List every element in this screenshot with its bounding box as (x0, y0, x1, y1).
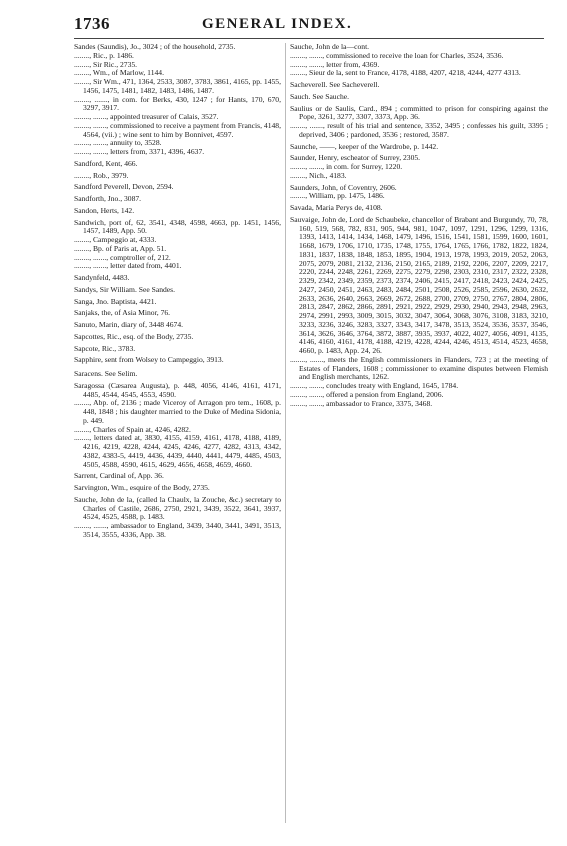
index-entry: ........, ......., in com. for Berks, 430, 1247 ; for Hants, 170, 670, 3297, 3917. (74, 94, 281, 113)
index-entry: ........, ......., letter from, 4369. (290, 59, 380, 69)
index-entry: Sauche, John de la, (called la Chaulx, la Zouche, &c.) secretary to Charles of Castile, 2686, 2750, 2921, 3439, 3522, 3641, 3937, 4524, 4525, 4588, p. 1483. (74, 494, 281, 522)
index-entry: Sanga, Jno. Baptista, 4421. (74, 296, 157, 306)
index-entry: Sauche, John de la—cont. (290, 42, 370, 51)
index-entry: ........, ......., comptroller of, 212. (74, 252, 171, 262)
index-entry: Sapphire, sent from Wolsey to Campeggio, 3913. (74, 355, 224, 365)
index-entry: Saragossa (Cæsarea Augusta), p. 448, 4056, 4146, 4161, 4171, 4485, 4544, 4545, 4553, 4590. (74, 380, 281, 399)
index-entry: Sarvington, Wm., esquire of the Body, 2735. (74, 483, 210, 492)
index-entry: ........, Wm., of Marlow, 1144. (74, 68, 164, 78)
index-entry: Sauch. See Sauche. (290, 91, 350, 101)
index-entry: Sandforth, Jno., 3087. (74, 194, 142, 203)
index-entry: ........, Sir Ric., 2735. (74, 59, 138, 69)
index-entry: ........, Bp. of Paris at, App. 51. (74, 243, 167, 253)
page-header (74, 14, 544, 36)
index-entry: ........, ......., ambassador to England, 3439, 3440, 3441, 3491, 3513, 3514, 3555, 4336, App. 38. (74, 521, 281, 539)
index-entry: ........, Campeggio at, 4333. (74, 235, 157, 244)
index-entry: ........, letters dated at, 3830, 4155, 4159, 4161, 4178, 4188, 4189, 4216, 4219, 4228, 4244, 4245, 4246, 4277, 4282, 4313, 4342, 4382, 4383-5, 4419, 4436, 4439, 4440, 4441, 4479, 4485, 4503, 4505, 4588, 4590, 4615, 4629, 4656, 4658, 4659, 4660. (74, 433, 281, 469)
index-entry: ........, ......., ambassador to France, 3375, 3468. (290, 398, 433, 408)
index-entry: Sapcote, Ric., 3783. (74, 343, 136, 353)
index-entry: Sandford, Kent, 466. (74, 158, 138, 168)
index-entry: Sandes (Saundis), Jo., 3024 ; of the household, 2735. (74, 42, 236, 51)
index-entry: ........, Abp. of, 2136 ; made Viceroy of Arragon pro tem., 1608, p. 448, 1848 ; his daughter married to the Duke of Medina Sidonia, p. 449. (74, 398, 281, 425)
index-entry: ........, ......., concludes treaty with England, 1645, 1784. (290, 381, 459, 390)
index-entry: ........, Ric., p. 1486. (74, 50, 134, 60)
index-entry: Saunders, John, of Coventry, 2606. (290, 182, 397, 192)
index-entry: Sapcottes, Ric., esq. of the Body, 2735. (74, 331, 194, 341)
index-entry: ........, ......., commissioned to receive a payment from Francis, 4148, 4564, (vii.) ; wine sent to him by Bonnivet, 4597. (74, 120, 281, 139)
index-entry: ........, Sieur de la, sent to France, 4178, 4188, 4207, 4218, 4244, 4277 4313. (290, 68, 521, 78)
index-entry: Sandon, Herts, 142. (74, 205, 135, 215)
index-entry: ........, ......., annuity to, 3528. (74, 138, 162, 148)
index-entry: ........, ......., meets the English commissioners in Flanders, 723 ; at the meeting of Estates of Flanders, 1608 ; commissioner to examine disputes between Flemish and English merchants, 1262. (290, 354, 548, 382)
index-entry: Saunche, ——, keeper of the Wardrobe, p. 1442. (290, 141, 439, 151)
index-entry: Sanjaks, the, of Asia Minor, 76. (74, 308, 171, 318)
column-divider (285, 43, 286, 823)
index-entry: Sacheverell. See Sacheverell. (290, 80, 380, 89)
left-column (74, 43, 281, 540)
index-entry: ........, ......., appointed treasurer of Calais, 3527. (74, 112, 219, 121)
right-column (290, 43, 548, 408)
page-title: GENERAL INDEX. (202, 16, 353, 32)
index-entry: ........, ......., result of his trial and sentence, 3352, 3495 ; confesses his guilt, 3395 ; deprived, 3406 ; pardoned, 3536 ; restored, 3587. (290, 121, 548, 139)
index-entry: Sandford Peverell, Devon, 2594. (74, 182, 174, 192)
header-rule (74, 38, 544, 39)
index-entry: ........, Nich., 4183. (290, 170, 347, 180)
index-entry: ........, William, pp. 1475, 1486. (290, 191, 385, 201)
index-entry: Saulius or de Saulis, Card., 894 ; committed to prison for conspiring against the Pope, 3261, 3277, 3307, 3373, App. 36. (290, 103, 548, 122)
index-entry: ........, Charles of Spain at, 4246, 4282. (74, 424, 191, 434)
index-entry: ........, ......., offered a pension from England, 2006. (290, 389, 444, 399)
index-entry: Saracens. See Selim. (74, 369, 138, 378)
index-entry: ........, ......., in com. for Surrey, 1220. (290, 162, 403, 171)
index-entry: Sandwich, port of, 62, 3541, 4348, 4598, 4663, pp. 1451, 1456, 1457, 1489, App. 50. (74, 217, 281, 236)
index-entry: Sanuto, Marin, diary of, 3448 4674. (74, 320, 184, 329)
index-entry: Savada, Maria Perys de, 4108. (290, 203, 383, 212)
index-entry: ........, ......., letter dated from, 4401. (74, 261, 182, 271)
index-entry: Sandynfeld, 4483. (74, 273, 130, 282)
page-number: 1736 (74, 14, 110, 33)
index-entry: Sarrent, Cardinal of, App. 36. (74, 471, 164, 481)
index-entry: ........, Rob., 3979. (74, 170, 129, 180)
index-entry: ........, ......., commissioned to receive the loan for Charles, 3524, 3536. (290, 50, 504, 60)
index-entry: ........, Sir Wm., 471, 1364, 2533, 3087, 3783, 3861, 4165, pp. 1455, 1456, 1475, 1481, 1482, 1483, 1486, 1487. (74, 77, 281, 95)
index-entry: Saunder, Henry, escheator of Surrey, 2305. (290, 153, 421, 163)
index-entry: Sauvaige, John de, Lord de Schaubeke, chancellor of Brabant and Burgundy, 70, 78, 160, 519, 568, 782, 831, 905, 944, 981, 1047, 1097, 1291, 1296, 1299, 1316, 1393, 1413, 1414, 1434, 1468, 1479, 1496, 1516, 1541, 1581, 1599, 1600, 1601, 1668, 1679, 1706, 1710, 1735, 1748, 1755, 1764, 1765, 1766, 1782, 1822, 1824, 1831, 1837, 1838, 1848, 1853, 1895, 1904, 1913, 1978, 1993, 2019, 2052, 2063, 2075, 2079, 2081, 2132, 2136, 2150, 2165, 2189, 2192, 2206, 2207, 2209, 2217, 2220, 2244, 2248, 2261, 2269, 2275, 2279, 2298, 2303, 2310, 2317, 2322, 2328, 2329, 2342, 2349, 2359, 2373, 2374, 2406, 2415, 2417, 2418, 2423, 2424, 2425, 2427, 2450, 2451, 2463, 2483, 2484, 2501, 2508, 2526, 2585, 2596, 2630, 2632, 2633, 2636, 2640, 2663, 2669, 2672, 2688, 2700, 2709, 2750, 2767, 2804, 2806, 2813, 2847, 2862, 2866, 2891, 2921, 2922, 2929, 2930, 2940, 2943, 2948, 2963, 2974, 2991, 2993, 3009, 3015, 3032, 3047, 3064, 3068, 3076, 3108, 3183, 3210, 3233, 3236, 3246, 3283, 3327, 3343, 3417, 3478, 3513, 3524, 3536, 3537, 3546, 3614, 3626, 3646, 3764, 3872, 3887, 3935, 3937, 4022, 4027, 4056, 4091, 4135, 4146, 4160, 4161, 4178, 4188, 4219, 4228, 4244, 4246, 4513, 4514, 4523, 4658, 4660, p. 1483, App. 24, 26. (290, 214, 548, 355)
index-entry: ........, ......., letters from, 3371, 4396, 4637. (74, 147, 205, 156)
index-entry: Sandys, Sir William. See Sandes. (74, 284, 176, 294)
